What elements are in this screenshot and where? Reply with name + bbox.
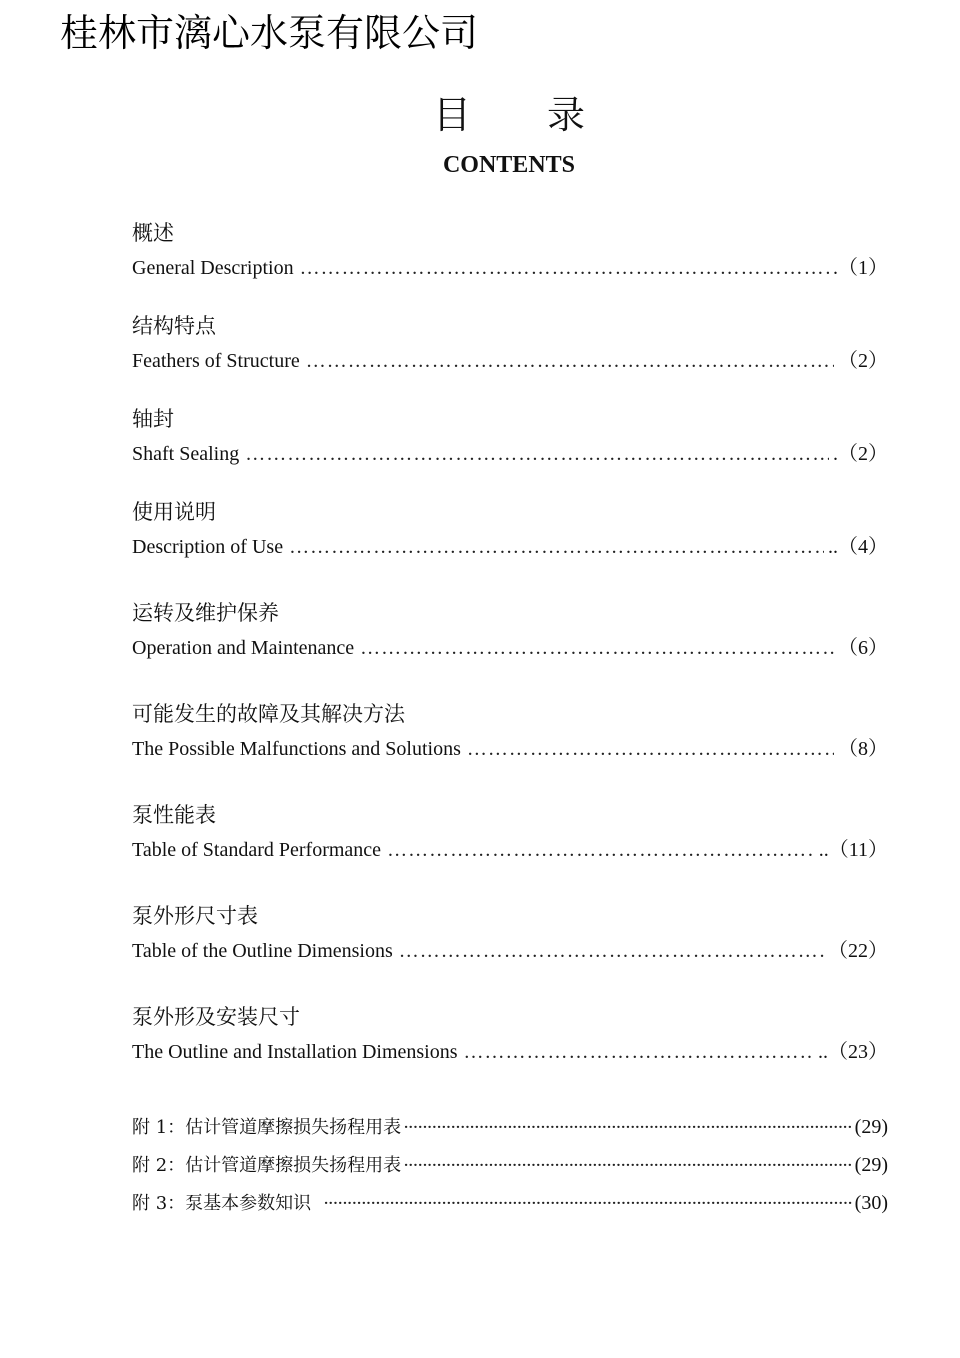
dot-leader	[360, 630, 834, 666]
toc-heading-en: Feathers of Structure	[132, 350, 300, 372]
toc-page-number: （8）	[838, 738, 888, 760]
toc-page-number: （22）	[828, 940, 888, 962]
toc-entry-malfunctions[interactable]	[132, 699, 888, 800]
appendix-label: 附 1：估计管道摩擦损失扬程用表	[132, 1117, 402, 1138]
dot-leader	[245, 436, 829, 472]
dot-leader	[403, 1109, 852, 1146]
dot-leader	[387, 832, 815, 868]
dot-leader	[289, 529, 824, 565]
toc-heading-cn: 结构特点	[132, 314, 216, 338]
appendix-label: 附 2：估计管道摩擦损失扬程用表	[132, 1155, 402, 1176]
toc-heading-en: Table of the Outline Dimensions	[132, 940, 393, 962]
toc-heading-en: Table of Standard Performance	[132, 839, 382, 861]
toc-heading-cn: 使用说明	[132, 500, 216, 524]
toc-page-number: （6）	[838, 637, 888, 659]
contents-title-english: CONTENTS	[442, 152, 576, 178]
contents-title-chinese: 目 录	[432, 93, 588, 137]
toc-heading-cn: 概述	[132, 221, 174, 245]
toc-heading-cn: 轴封	[132, 407, 174, 431]
toc-entry-general-description[interactable]	[132, 218, 888, 311]
toc-page-number: .（1）	[833, 257, 888, 279]
toc-entry-outline-dimensions[interactable]	[132, 901, 888, 1002]
toc-heading-en: Shaft Sealing	[132, 443, 240, 465]
toc-page-number: （2）	[838, 350, 888, 372]
dot-leader	[403, 1147, 852, 1184]
toc-heading-cn: 泵性能表	[132, 803, 216, 827]
table-of-contents	[132, 218, 888, 1095]
toc-heading-en: Description of Use	[132, 536, 284, 558]
toc-page-number: .（2）	[833, 443, 888, 465]
dot-leader	[464, 1034, 815, 1070]
toc-heading-cn: 运转及维护保养	[132, 601, 279, 625]
toc-heading-en: The Possible Malfunctions and Solutions	[132, 738, 461, 760]
dot-leader	[306, 343, 834, 379]
toc-heading-cn: 可能发生的故障及其解决方法	[132, 702, 405, 726]
company-name: 桂林市漓心水泵有限公司	[60, 11, 479, 55]
toc-heading-en: The Outline and Installation Dimensions	[132, 1041, 458, 1063]
toc-page-number: ..（23）	[818, 1041, 888, 1063]
dot-leader	[467, 731, 834, 767]
toc-heading-cn: 泵外形尺寸表	[132, 904, 258, 928]
appendix-item-3[interactable]	[132, 1184, 888, 1222]
appendix-list	[132, 1108, 888, 1222]
toc-page-number: ..（4）	[828, 536, 888, 558]
toc-entry-description-of-use[interactable]	[132, 497, 888, 598]
toc-entry-structure[interactable]	[132, 311, 888, 404]
dot-leader	[300, 250, 829, 286]
toc-entry-installation-dimensions[interactable]	[132, 1002, 888, 1095]
toc-entry-performance-table[interactable]	[132, 800, 888, 901]
toc-entry-shaft-sealing[interactable]	[132, 404, 888, 497]
dot-leader	[399, 933, 824, 969]
appendix-item-1[interactable]	[132, 1108, 888, 1146]
appendix-page-number: (29)	[854, 1154, 888, 1176]
toc-heading-en: General Description	[132, 257, 294, 279]
toc-entry-operation-maintenance[interactable]	[132, 598, 888, 699]
toc-page-number: ..（11）	[818, 839, 888, 861]
toc-heading-en: Operation and Maintenance	[132, 637, 355, 659]
appendix-page-number: (29)	[854, 1116, 888, 1138]
appendix-label: 附 3：泵基本参数知识	[132, 1193, 312, 1214]
toc-heading-cn: 泵外形及安装尺寸	[132, 1005, 300, 1029]
dot-leader	[323, 1185, 852, 1222]
appendix-page-number: (30)	[854, 1192, 888, 1214]
appendix-item-2[interactable]	[132, 1146, 888, 1184]
